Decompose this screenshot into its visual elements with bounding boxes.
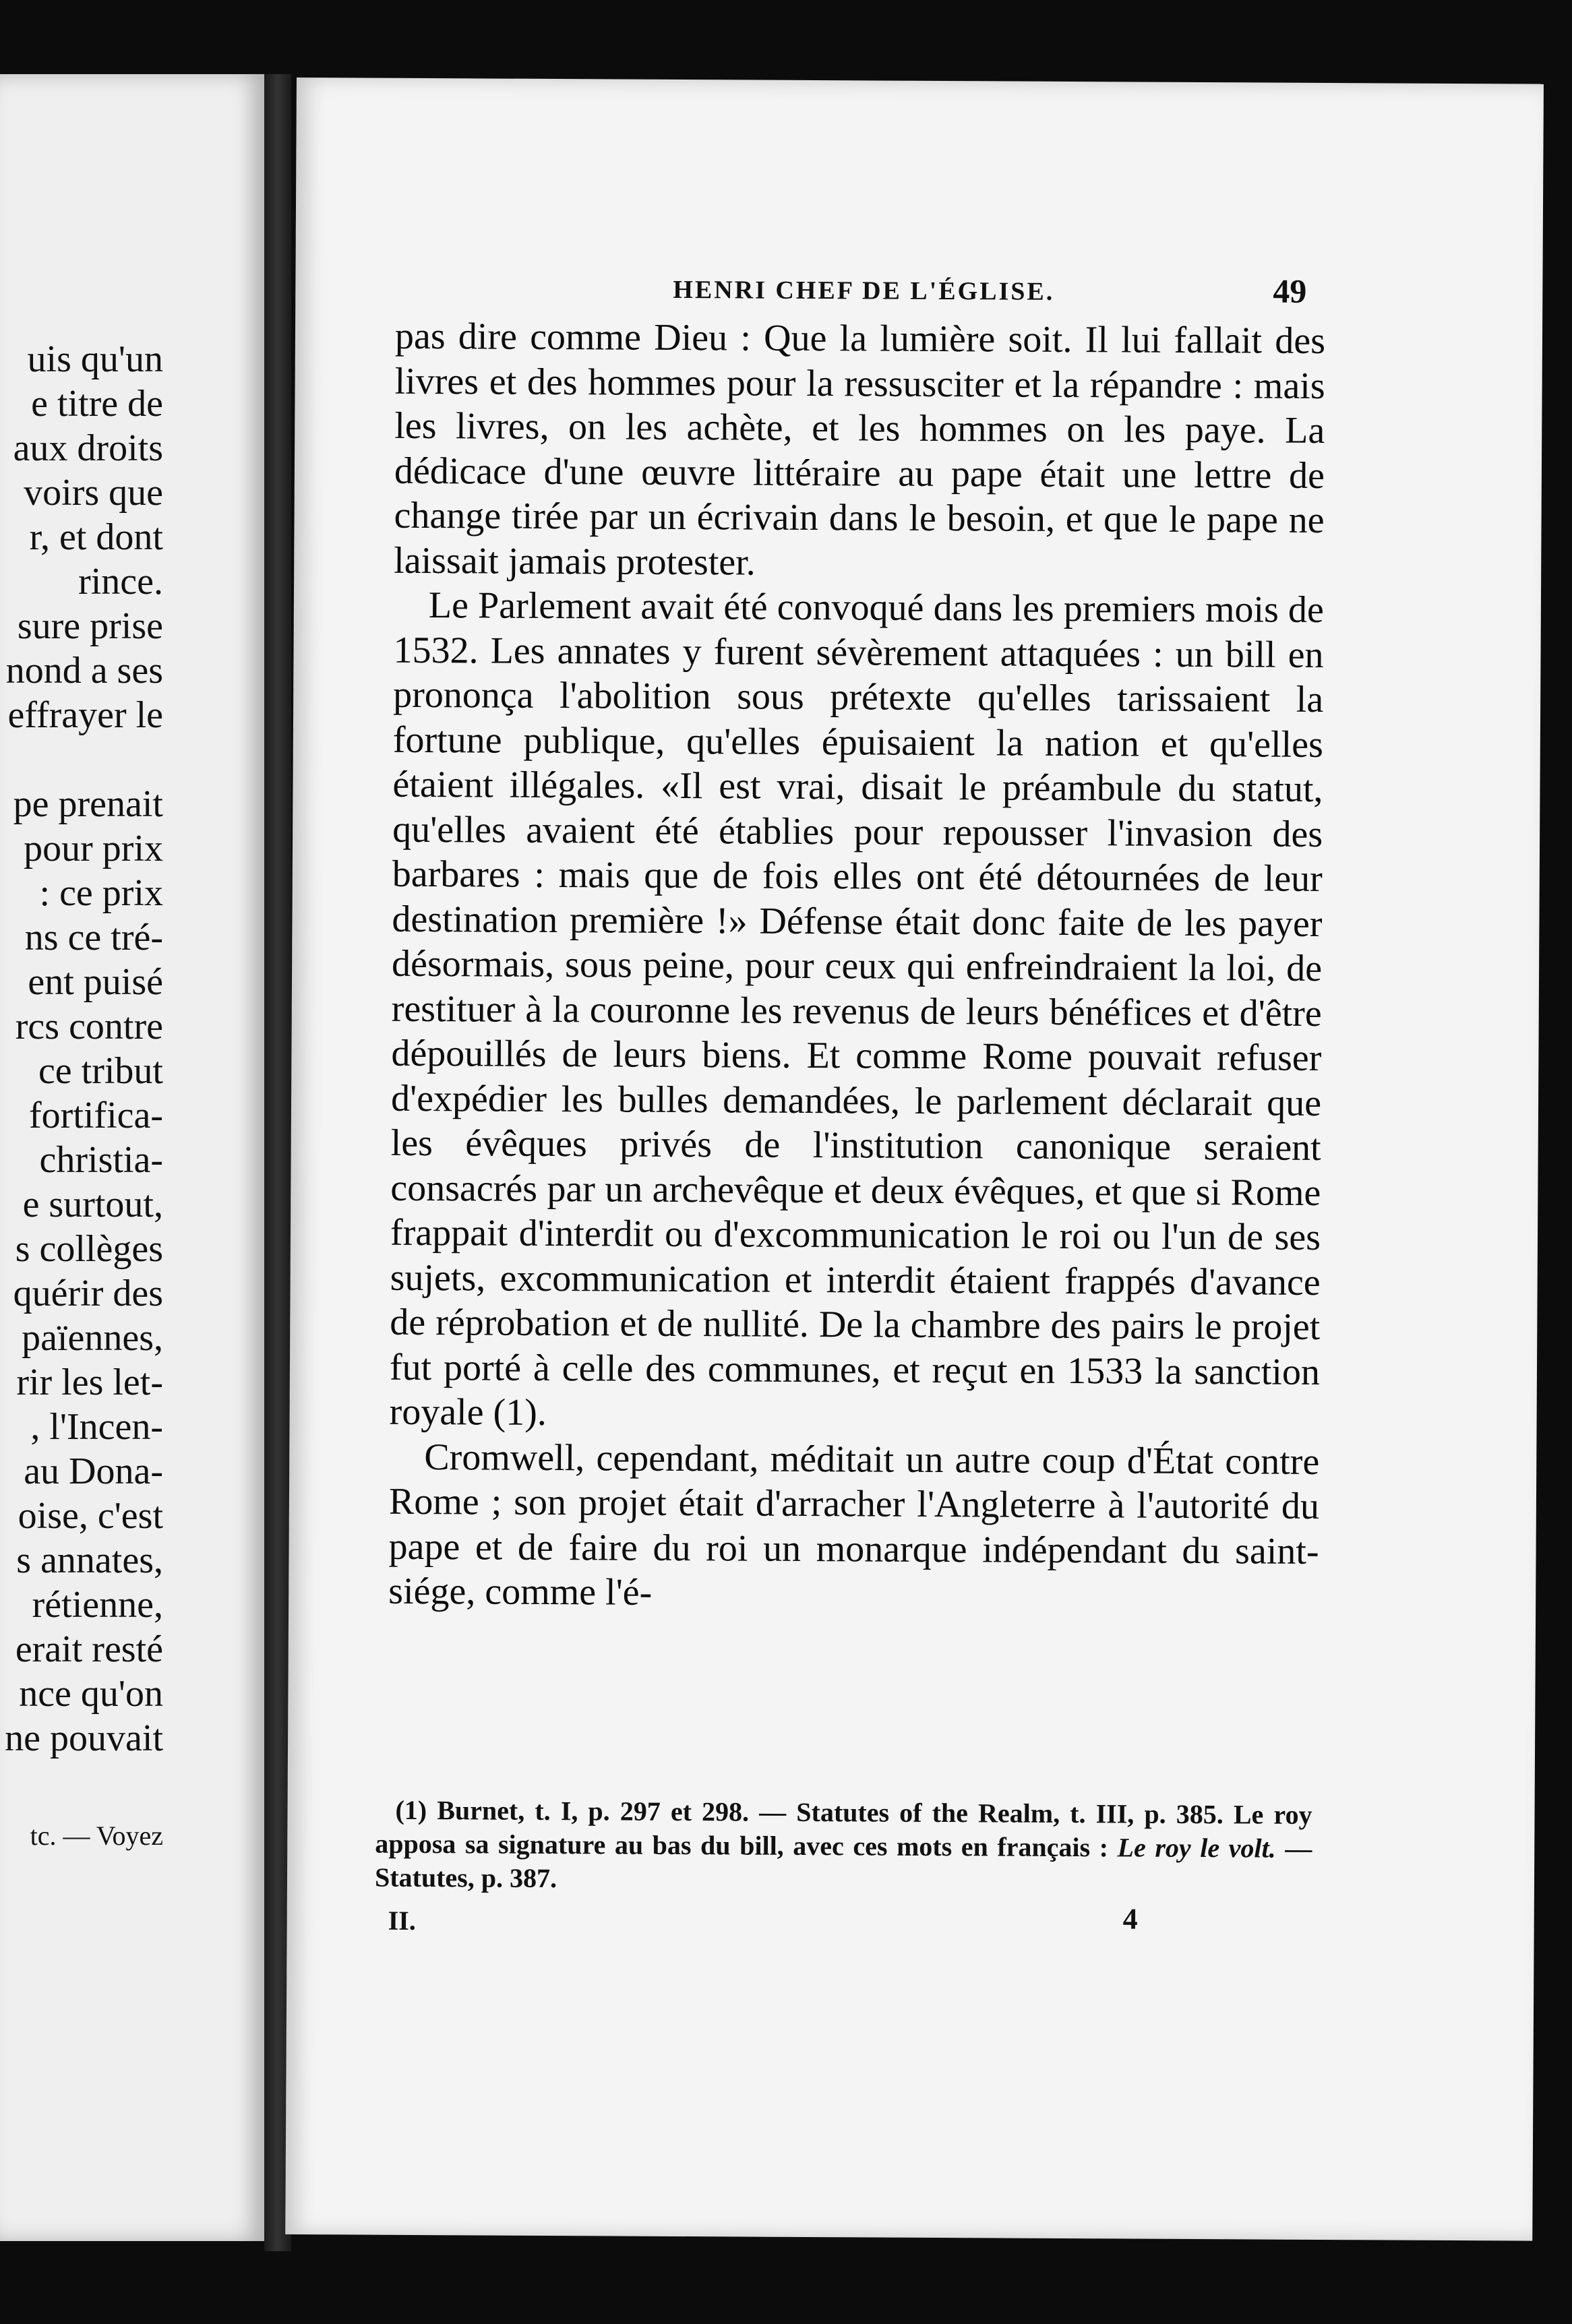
left-page-line: ce tribut	[38, 1050, 163, 1092]
left-page-line: ns ce tré-	[24, 917, 163, 958]
paragraph-2: Le Parlement avait été convoqué dans les premiers mois de 1532. Les annates y furent sévèrement attaquées : un bill en prononça l'abolition sous prétexte qu'elles tarissaient la fortune publique, qu'elles épuisaient la nation et qu'elles étaient illégales. «Il est vrai, disait le préambule du statut, qu'elles avaient été établies pour repousser l'invasion des barbares : mais que de fois elles ont été détournées de leur destination première !» Défense était donc faite de les payer désormais, sous peine, pour ceux qui enfreindraient la loi, de restituer à la couronne les revenus de leurs bénéfices et d'être dépouillés de leurs biens. Et comme Rome pouvait refuser d'expédier les bulles demandées, le parlement déclarait que les évêques privés de l'institution canonique seraient consacrés par un archevêque et deux évêques, et que si Rome frappait d'interdit ou d'excommunication le roi ou l'un de ses sujets, excommunication et interdit étaient frappés d'avance de réprobation et de nullité. De la chambre des pairs le projet fut porté à celle des communes, et reçut en 1533 la sanction royale (1).	[389, 584, 1325, 1434]
left-page-line: rir les let-	[16, 1362, 163, 1403]
left-page-line: sure prise	[17, 605, 163, 647]
left-page-line: rétienne,	[32, 1584, 163, 1626]
left-page	[0, 74, 264, 2241]
footnote-text: (1) Burnet, t. I, p. 297 et 298. — Statutes of the Realm, t. III, p. 385. Le roy apposa sa signature au bas du bill, avec ces mots en français :	[375, 1794, 1312, 1863]
body-text	[388, 314, 1325, 1619]
left-page-line: rince.	[78, 561, 163, 603]
paragraph-1: pas dire comme Dieu : Que la lumière soit. Il lui fallait des livres et des hommes pour la ressusciter et la répandre : mais les livres, on les achète, et les hommes on les paye. La dédicace d'une œuvre littéraire au pape était une lettre de change tirée par un écrivain dans le besoin, et que le pape ne laissait jamais protester.	[394, 315, 1326, 584]
paragraph-3: Cromwell, cependant, méditait un autre coup d'État contre Rome ; son projet était d'arracher l'Angleterre à l'autorité du pape et de faire du roi un monarque indépendant du saint-siége, comme l'é-	[388, 1436, 1320, 1614]
footnote	[375, 1794, 1312, 1899]
left-page-line: pour prix	[24, 828, 163, 869]
left-page-line: s collèges	[15, 1228, 163, 1270]
left-page-line: nce qu'on	[19, 1673, 163, 1715]
footnote-italic: Le roy le volt.	[1117, 1832, 1276, 1864]
signature-number: 4	[1122, 1902, 1138, 1936]
left-page-line: voirs que	[24, 472, 163, 514]
left-page-line: au Dona-	[24, 1450, 163, 1492]
left-page-line: rcs contre	[15, 1006, 163, 1047]
left-page-line: fortifica-	[29, 1095, 163, 1136]
left-page-line: christia-	[39, 1139, 163, 1181]
footnote-end: — Statutes, p. 387.	[374, 1833, 1312, 1894]
left-page-line: nond a ses	[5, 650, 163, 692]
right-page	[285, 78, 1544, 2241]
left-page-line: pe prenait	[13, 783, 163, 825]
left-page-line: ent puisé	[28, 961, 163, 1003]
left-page-line: erait resté	[15, 1628, 163, 1670]
left-page-line: s annates,	[16, 1539, 163, 1581]
left-page-line: , l'Incen-	[30, 1406, 163, 1448]
left-page-line: aux droits	[13, 427, 163, 469]
left-page-footnote: tc. — Voyez	[30, 1821, 163, 1851]
left-page-line: e surtout,	[22, 1184, 163, 1225]
left-page-line: : ce prix	[39, 872, 163, 914]
left-page-line: effrayer le	[7, 694, 163, 736]
left-page-line: uis qu'un	[27, 338, 163, 380]
left-page-line: ne pouvait	[5, 1717, 163, 1759]
page-number: 49	[1273, 272, 1307, 310]
left-page-line: païennes,	[22, 1317, 163, 1359]
volume-mark: II.	[388, 1905, 416, 1936]
left-page-line: e titre de	[31, 383, 163, 425]
left-page-line: r, et dont	[29, 516, 163, 558]
left-page-line: quérir des	[13, 1273, 163, 1314]
left-page-line: oise, c'est	[18, 1495, 163, 1537]
running-head: HENRI CHEF DE L'ÉGLISE.	[673, 275, 1055, 306]
